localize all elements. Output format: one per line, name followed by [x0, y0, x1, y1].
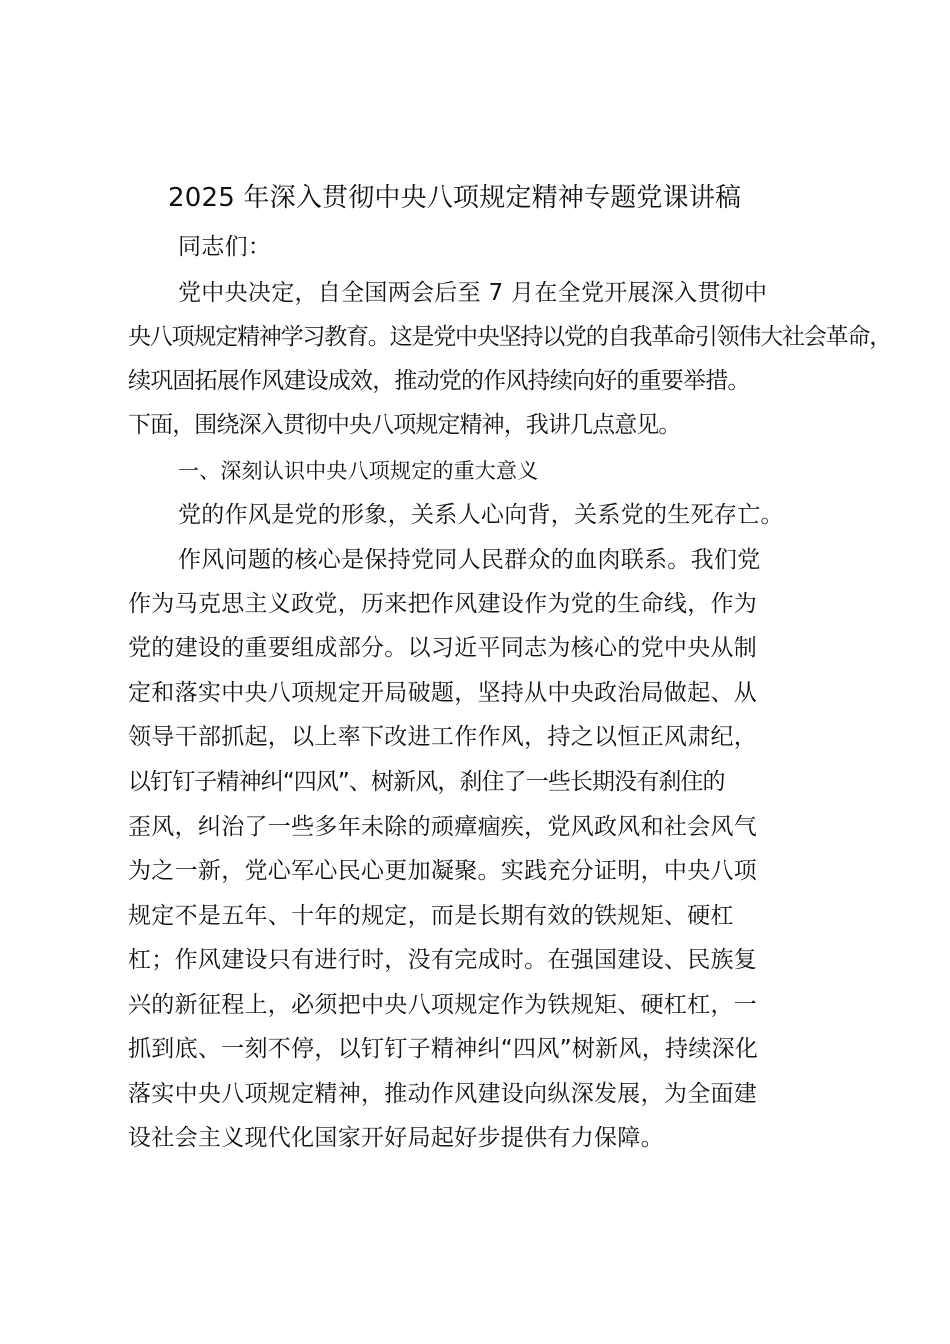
paragraph-3-line: 设社会主义现代化国家开好局起好步提供有力保障。	[128, 1125, 664, 1151]
paragraph-3-line: 作为马克思主义政党，历来把作风建设作为党的生命线，作为	[128, 591, 758, 617]
paragraph-1-line: 下面，围绕深入贯彻中央八项规定精神，我讲几点意见。	[128, 412, 681, 438]
paragraph-3-line: 歪风，纠治了一些多年未除的顽瘴痼疾，党风政风和社会风气	[128, 814, 758, 840]
paragraph-3-line: 杠；作风建设只有进行时，没有完成时。在强国建设、民族复	[128, 947, 758, 973]
paragraph-3-line: 作风问题的核心是保持党同人民群众的血肉联系。我们党	[178, 547, 761, 573]
paragraph-3-line: 兴的新征程上，必须把中央八项规定作为铁规矩、硬杠杠，一	[128, 992, 758, 1018]
paragraph-3-line: 定和落实中央八项规定开局破题，坚持从中央政治局做起、从	[128, 680, 758, 706]
paragraph-1-line: 续巩固拓展作风建设成效，推动党的作风持续向好的重要举措。	[128, 368, 750, 394]
section-heading: 一、深刻认识中央八项规定的重大意义	[178, 459, 539, 483]
paragraph-3-line: 领导干部抓起，以上率下改进工作作风，持之以恒正风肃纪，	[128, 724, 758, 750]
paragraph-3-line: 以钉钉子精神纠“四风”、树新风，刹住了一些长期没有刹住的	[128, 769, 725, 795]
document-title: 2025 年深入贯彻中央八项规定精神专题党课讲稿	[168, 183, 742, 213]
paragraph-3-line: 党的建设的重要组成部分。以习近平同志为核心的党中央从制	[128, 635, 758, 661]
paragraph-3-line: 落实中央八项规定精神，推动作风建设向纵深发展，为全面建	[128, 1081, 758, 1107]
paragraph-3-line: 抓到底、一刻不停，以钉钉子精神纠“四风”树新风，持续深化	[128, 1036, 759, 1062]
paragraph-1-line: 央八项规定精神学习教育。这是党中央坚持以党的自我革命引领伟大社会革命，	[128, 324, 892, 350]
paragraph-3-line: 规定不是五年、十年的规定，而是长期有效的铁规矩、硬杠	[128, 903, 734, 929]
salutation: 同志们：	[178, 234, 272, 260]
paragraph-1-line: 党中央决定，自全国两会后至 7 月在全党开展深入贯彻中	[178, 280, 768, 306]
paragraph-3-line: 为之一新，党心军心民心更加凝聚。实践充分证明，中央八项	[128, 858, 758, 884]
paragraph-2: 党的作风是党的形象，关系人心向背，关系党的生死存亡。	[178, 502, 784, 528]
